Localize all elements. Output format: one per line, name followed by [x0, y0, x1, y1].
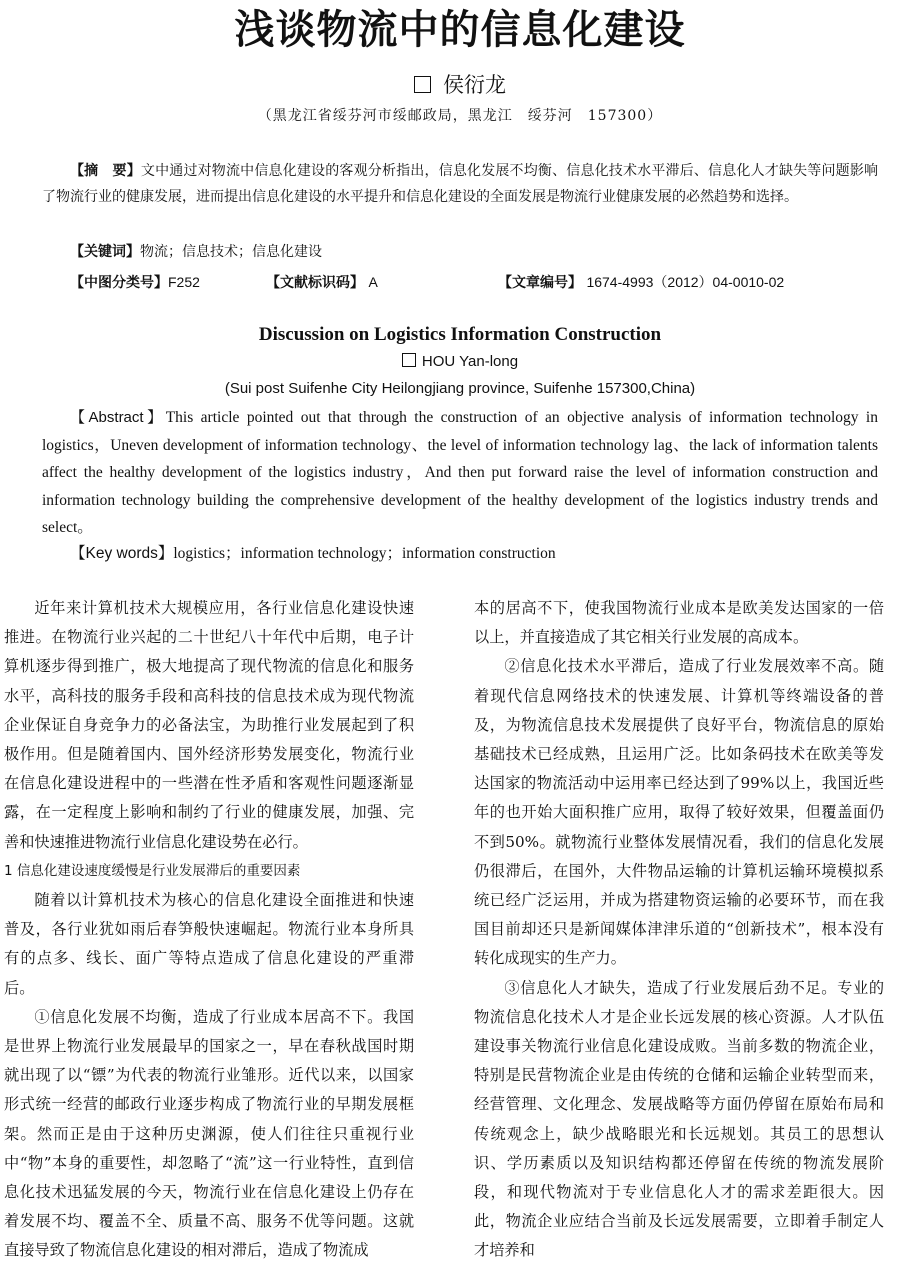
english-affiliation: (Sui post Suifenhe City Heilongjiang province, Suifenhe 157300,China) — [224, 380, 696, 397]
english-abstract-label: 【Abstract】 — [70, 409, 166, 426]
square-marker-icon — [402, 353, 416, 367]
english-keywords-label: 【Key words】 — [70, 545, 174, 562]
english-author-line — [0, 351, 920, 373]
document-code-value: A — [368, 274, 378, 290]
keywords-text: 物流；信息技术；信息化建设 — [140, 244, 322, 260]
english-abstract-text: This article pointed out that through the construction of an objective analysis of information technology in logistics，Uneven development of information technology、the level of information technology lag、the lack of information talents affect the healthy development of the logistics industry，And then put forward raise the level of information construction and information technology building the comprehensive development of the healthy development of the logistics industry trends and select。 — [42, 409, 878, 536]
body-paragraph: 随着以计算机技术为核心的信息化建设全面推进和快速普及，各行业犹如雨后春笋般快速崛起。物流行业本身所具有的点多、线长、面广等特点造成了信息化建设的严重滞后。 — [4, 891, 414, 997]
abstract-text: 文中通过对物流中信息化建设的客观分析指出，信息化发展不均衡、信息化技术水平滞后、信息化人才缺失等问题影响了物流行业的健康发展，进而提出信息化建设的水平提升和信息化建设的全面发展是物流行业健康发展的必然趋势和选择。 — [42, 163, 879, 205]
clc-label: 【中图分类号】 — [70, 275, 168, 291]
section-heading: 1 信息化建设速度缓慢是行业发展滞后的重要因素 — [4, 862, 301, 879]
body-paragraph: ③信息化人才缺失，造成了行业发展后劲不足。专业的物流信息化技术人才是企业长远发展的核心资源。人才队伍建设事关物流行业信息化建设成败。当前多数的物流企业，特别是民营物流企业是由传统的仓储和运输企业转型而来，经营管理、文化理念、发展战略等方面仍停留在原始布局和传统观念上，缺少战略眼光和长远规划。其员工的思想认识、学历素质以及知识结构都还停留在传统的物流发展阶段，和现代物流对于专业信息化人才的需求差距很大。因此，物流企业应结合当前及长远发展需要，立即着手制定人才培养和 — [474, 978, 884, 1260]
article-number-value: 1674-4993（2012）04-0010-02 — [586, 274, 785, 290]
article-title: 浅谈物流中的信息化建设 — [234, 7, 686, 53]
english-author-name: HOU Yan-long — [421, 353, 519, 370]
body-paragraph-continued: 本的居高不下，使我国物流行业成本是欧美发达国家的一倍以上，并直接造成了其它相关行业发展的高成本。 — [474, 599, 884, 647]
clc-number — [70, 270, 200, 295]
article-number — [498, 270, 784, 295]
abstract-label: 【摘 要】 — [70, 163, 141, 179]
english-keywords-text: logistics；information technology；information construction — [173, 545, 556, 562]
english-abstract — [42, 404, 878, 542]
body-column-left — [4, 594, 414, 1266]
author-line — [0, 70, 920, 100]
english-title: Discussion on Logistics Information Construction — [258, 324, 662, 345]
body-column-right — [474, 594, 884, 1266]
english-keywords — [70, 541, 556, 567]
article-number-label: 【文章编号】 — [498, 275, 582, 291]
body-paragraph: ①信息化发展不均衡，造成了行业成本居高不下。我国是世界上物流行业发展最早的国家之一，早在春秋战国时期就出现了以“镖”为代表的物流行业雏形。近代以来，以国家形式统一经营的邮政行业逐步构成了物流行业的早期发展框架。然而正是由于这种历史渊源，使人们往往只重视行业中“物”本身的重要性，却忽略了“流”这一行业特性，直到信息化技术迅猛发展的今天，物流行业在信息化建设上仍存在着发展不均、覆盖不全、质量不高、服务不优等问题。这就直接导致了物流信息化建设的相对滞后，造成了物流成 — [4, 1007, 414, 1260]
document-code-label: 【文献标识码】 — [266, 275, 364, 291]
author-name: 侯衍龙 — [443, 73, 506, 97]
clc-value: F252 — [168, 274, 200, 290]
body-paragraph: ②信息化技术水平滞后，造成了行业发展效率不高。随着现代信息网络技术的快速发展、计算机等终端设备的普及，为物流信息技术发展提供了良好平台，物流信息的原始基础技术已经成熟，且运用广泛。比如条码技术在欧美等发达国家的物流活动中运用率已经达到了99%以上，我国近些年的也开始大面积推广应用，取得了较好效果，但覆盖面仍不到50%。就物流行业整体发展情况看，我们的信息化发展仍很滞后，在国外，大件物品运输的计算机运输环境模拟系统已经广泛运用，并成为搭建物资运输的必要环节，而在我国目前却还只是新闻媒体津津乐道的“创新技术”，根本没有转化成现实的生产力。 — [474, 657, 884, 968]
author-affiliation: （黑龙江省绥芬河市绥邮政局，黑龙江 绥芬河 157300） — [257, 108, 663, 124]
square-marker-icon — [414, 76, 431, 93]
chinese-abstract — [42, 158, 878, 210]
chinese-keywords — [70, 240, 322, 264]
body-paragraph: 近年来计算机技术大规模应用，各行业信息化建设快速推进。在物流行业兴起的二十世纪八十年代中后期，电子计算机逐步得到推广，极大地提高了现代物流的信息化和服务水平，高科技的服务手段和高科技的信息技术成为现代物流企业保证自身竞争力的必备法宝，为助推行业发展起到了积极作用。但是随着国内、国外经济形势发展变化，物流行业在信息化建设进程中的一些潜在性矛盾和客观性问题逐渐显露，在一定程度上影响和制约了行业的健康发展，加强、完善和快速推进物流行业信息化建设势在必行。 — [4, 599, 414, 851]
keywords-label: 【关键词】 — [70, 244, 140, 260]
document-code — [266, 270, 378, 295]
